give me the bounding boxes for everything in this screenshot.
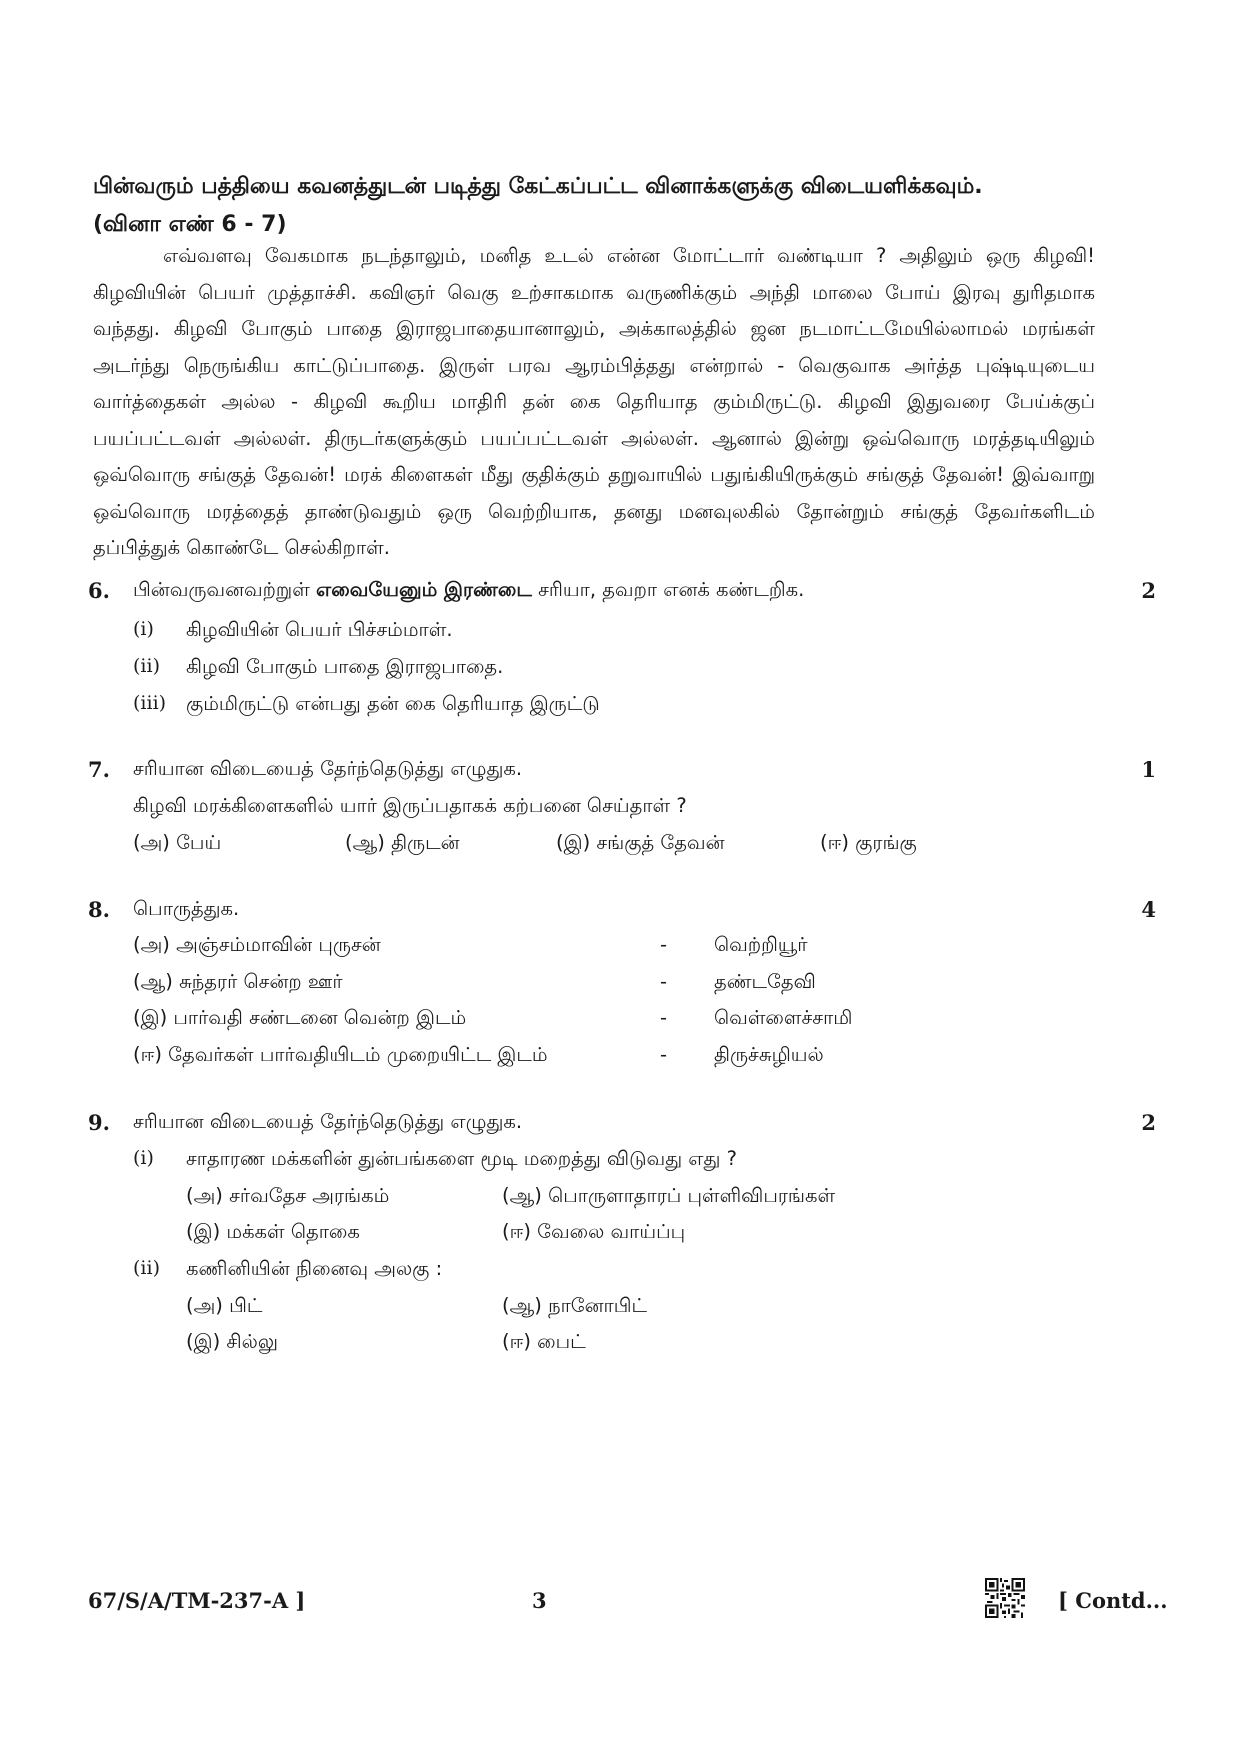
reading-passage: எவ்வளவு வேகமாக நடந்தாலும், மனித உடல் என்ன மோட்டார் வண்டியா ? அதிலும் ஒரு கிழவி! கிழவியின் பெயர் முத்தாச்சி. கவிஞர் வெகு உற்சாகமாக வருணிக்கும் அந்தி மாலை போய் இரவு துரிதமாக வந்தது. கிழவி போகும் பாதை இராஜபாதையானாலும், அக்காலத்தில் ஜன நடமாட்டமேயில்லாமல் மரங்கள் அடர்ந்து நெருங்கிய காட்டுப்பாதை. இருள் பரவ ஆரம்பித்தது என்றால் - வெகுவாக அர்த்த புஷ்டியுடைய வார்த்தைகள் அல்ல - கிழவி கூறிய மாதிரி தன் கை தெரியாத கும்மிருட்டு. கிழவி இதுவரை பேய்க்குப் பயப்பட்டவள் அல்லள். திருடர்களுக்கும் பயப்பட்டவள் அல்லள். ஆனால் இன்று ஒவ்வொரு மரத்தடியிலும் ஒவ்வொரு சங்குத் தேவன்! மரக் கிளைகள் மீது குதிக்கும் தறுவாயில் பதுங்கியிருக்கும் சங்குத் தேவன்! இவ்வாறு ஒவ்வொரு மரத்தைத் தாண்டுவதும் ஒரு வெற்றியாக, தனது மனவுலகில் தோன்றும் சங்குத் தேவர்களிடம் தப்பித்துக் கொண்டே செல்கிறாள். [93,244,1096,559]
continued-label: [ Contd... [1058,1588,1168,1613]
q9-number: 9. [88,1110,110,1135]
q8-number: 8. [88,897,110,922]
q8-row-3-left: (இ) பார்வதி சண்டனை வென்ற இடம் [133,1006,467,1029]
q7-option-b: (ஆ) திருடன் [345,831,460,854]
q8-text: பொருத்துக. [133,897,240,920]
paper-code: 67/S/A/TM-237-A ] [88,1588,306,1613]
q9-part-2-question: கணினியின் நினைவு அலகு : [186,1257,443,1280]
q6-item-3-label: (iii) [133,692,167,714]
q7-text: சரியான விடையைத் தேர்ந்தெடுத்து எழுதுக. [133,757,523,780]
q8-row-3-dash: - [660,1006,668,1029]
q6-item-1-label: (i) [133,618,154,640]
passage-instruction [93,168,1123,244]
q8-row-4-dash: - [660,1043,668,1066]
q9-part-1-option-c: (இ) மக்கள் தொகை [186,1220,360,1243]
q6-item-1-text: கிழவியின் பெயர் பிச்சம்மாள். [186,618,453,641]
qr-code-icon [985,1578,1025,1618]
q7-marks: 1 [1141,757,1156,782]
q7-option-c: (இ) சங்குத் தேவன் [556,831,725,854]
page-number: 3 [532,1588,547,1613]
q8-row-2-dash: - [660,970,668,993]
q6-item-2-text: கிழவி போகும் பாதை இராஜபாதை. [186,655,504,678]
q9-part-2-label: (ii) [133,1257,160,1279]
q8-row-1-dash: - [660,933,668,956]
instruction-line-2: (வினா எண் 6 - 7) [93,212,287,237]
instruction-line-1: பின்வரும் பத்தியை கவனத்துடன் படித்து கேட்கப்பட்ட வினாக்களுக்கு விடையளிக்கவும். [93,174,983,199]
q7-question: கிழவி மரக்கிளைகளில் யார் இருப்பதாகக் கற்பனை செய்தாள் ? [133,794,687,817]
q8-row-2-right: தண்டதேவி [714,970,816,993]
q9-part-1-option-a: (அ) சர்வதேச அரங்கம் [186,1184,390,1207]
q6-text: பின்வருவனவற்றுள் எவையேனும் இரண்டை சரியா, தவறா எனக் கண்டறிக. [133,578,805,601]
q7-option-d: (ஈ) குரங்கு [820,831,917,854]
q9-part-2-option-a: (அ) பிட் [186,1294,263,1317]
q6-item-2-label: (ii) [133,655,160,677]
q6-item-3-text: கும்மிருட்டு என்பது தன் கை தெரியாத இருட்டு [186,692,600,715]
q9-part-1-label: (i) [133,1147,154,1169]
q9-marks: 2 [1141,1110,1156,1135]
q8-row-2-left: (ஆ) சுந்தரர் சென்ற ஊர் [133,970,343,993]
q9-part-2-option-d: (ஈ) பைட் [502,1330,586,1353]
q8-row-1-left: (அ) அஞ்சம்மாவின் புருசன் [133,933,381,956]
q9-part-1-question: சாதாரண மக்களின் துன்பங்களை மூடி மறைத்து விடுவது எது ? [186,1147,737,1170]
q7-number: 7. [88,757,110,782]
q6-marks: 2 [1141,578,1156,603]
q9-part-1-option-b: (ஆ) பொருளாதாரப் புள்ளிவிபரங்கள் [502,1184,836,1207]
q8-row-4-right: திருச்சுழியல் [714,1043,824,1066]
q7-option-a: (அ) பேய் [133,831,222,854]
q6-number: 6. [88,578,110,603]
q8-marks: 4 [1141,897,1156,922]
q8-row-4-left: (ஈ) தேவர்கள் பார்வதியிடம் முறையிட்ட இடம் [133,1043,548,1066]
q8-row-3-right: வெள்ளைச்சாமி [714,1006,853,1029]
q9-part-1-option-d: (ஈ) வேலை வாய்ப்பு [502,1220,686,1243]
q9-part-2-option-c: (இ) சில்லு [186,1330,278,1353]
q9-text: சரியான விடையைத் தேர்ந்தெடுத்து எழுதுக. [133,1110,523,1133]
q9-part-2-option-b: (ஆ) நானோபிட் [502,1294,648,1317]
q8-row-1-right: வெற்றியூர் [714,933,808,956]
